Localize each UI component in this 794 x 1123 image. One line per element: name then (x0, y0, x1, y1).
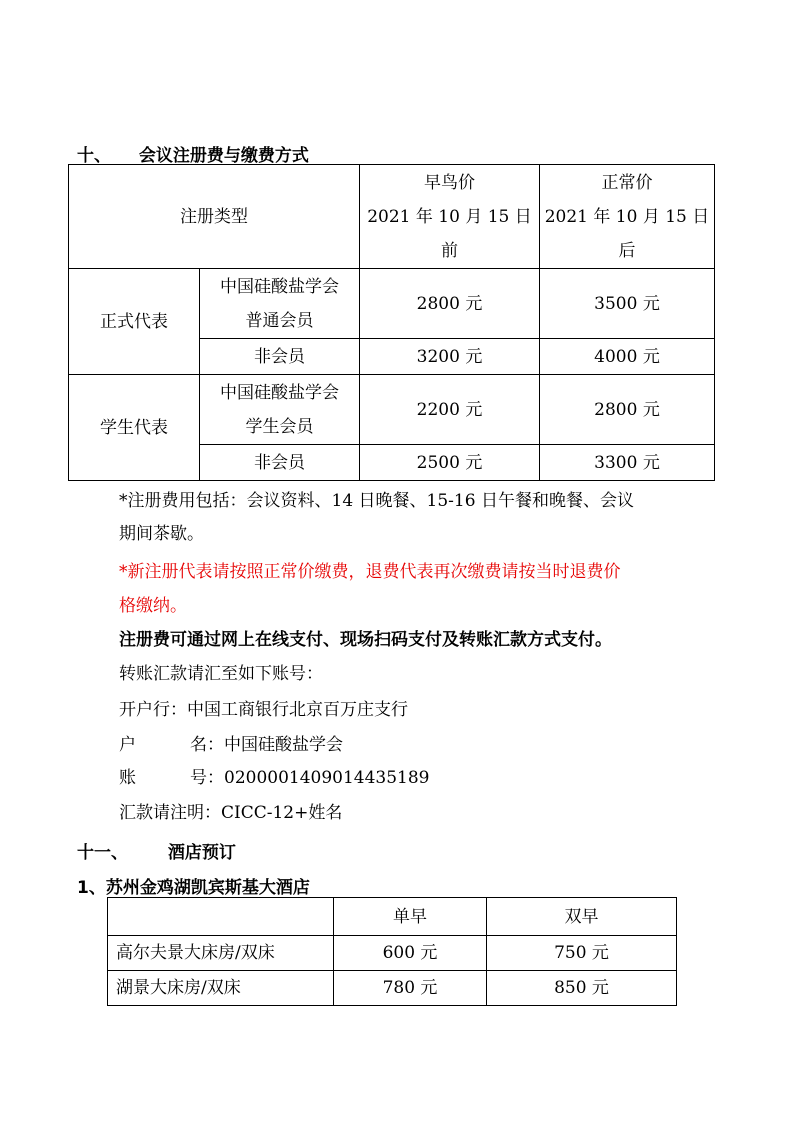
section-number: 十一、 (77, 843, 128, 863)
table-row (69, 375, 715, 445)
table-row (69, 165, 715, 269)
table-row (69, 269, 715, 339)
sub-member: 中国硅酸盐学会 普通会员 (200, 269, 360, 339)
transfer-note: 转账汇款请汇至如下账号： (119, 664, 323, 684)
note-refund-line1: *新注册代表请按照正常价缴费，退费代表再次缴费请按当时退费价 (119, 562, 621, 582)
price-cell: 780 元 (334, 971, 487, 1006)
sub-nonmember: 非会员 (200, 445, 360, 481)
note-includes-line2: 期间茶歇。 (119, 524, 204, 544)
header-single-breakfast: 单早 (334, 898, 487, 936)
account-number-label: 账 (119, 768, 136, 788)
price-cell: 2500 元 (360, 445, 540, 481)
section-10-heading (77, 141, 309, 166)
table-row (108, 971, 677, 1006)
section-11-heading (77, 838, 236, 863)
remittance-remark: 汇款请注明：CICC-12+姓名 (119, 803, 343, 823)
table-row (108, 898, 677, 936)
price-cell: 2800 元 (360, 269, 540, 339)
sub-member: 中国硅酸盐学会 学生会员 (200, 375, 360, 445)
account-name-label: 户 (119, 735, 136, 755)
header-registration-type: 注册类型 (69, 165, 360, 269)
payment-methods: 注册费可通过网上在线支付、现场扫码支付及转账汇款方式支付。 (119, 630, 612, 650)
price-cell: 3200 元 (360, 339, 540, 375)
table-row (108, 936, 677, 971)
hotel-1-title: 1、苏州金鸡湖凯宾斯基大酒店 (77, 878, 310, 898)
sub-nonmember: 非会员 (200, 339, 360, 375)
price-cell: 2200 元 (360, 375, 540, 445)
bank-name: 开户行：中国工商银行北京百万庄支行 (119, 700, 408, 720)
section-title: 会议注册费与缴费方式 (138, 146, 309, 166)
header-normal-price: 正常价 2021 年 10 月 15 日 后 (540, 165, 715, 269)
room-type: 高尔夫景大床房/双床 (108, 936, 334, 971)
account-number-row (119, 768, 430, 788)
account-number-value: 号：0200001409014435189 (190, 768, 430, 788)
header-empty (108, 898, 334, 936)
header-double-breakfast: 双早 (487, 898, 677, 936)
room-type: 湖景大床房/双床 (108, 971, 334, 1006)
header-early-price: 早鸟价 2021 年 10 月 15 日 前 (360, 165, 540, 269)
price-cell: 600 元 (334, 936, 487, 971)
group-formal: 正式代表 (69, 269, 200, 375)
account-name-row (119, 735, 343, 755)
hotel-table (107, 897, 677, 1006)
note-refund-line2: 格缴纳。 (119, 596, 187, 616)
fee-table (68, 164, 715, 481)
section-number: 十、 (77, 146, 111, 166)
note-includes-line1: *注册费用包括：会议资料、14 日晚餐、15-16 日午餐和晚餐、会议 (119, 491, 634, 511)
price-cell: 750 元 (487, 936, 677, 971)
price-cell: 4000 元 (540, 339, 715, 375)
price-cell: 3300 元 (540, 445, 715, 481)
account-name-value: 名：中国硅酸盐学会 (190, 735, 343, 755)
price-cell: 850 元 (487, 971, 677, 1006)
price-cell: 2800 元 (540, 375, 715, 445)
section-title: 酒店预订 (167, 843, 236, 863)
group-student: 学生代表 (69, 375, 200, 481)
price-cell: 3500 元 (540, 269, 715, 339)
